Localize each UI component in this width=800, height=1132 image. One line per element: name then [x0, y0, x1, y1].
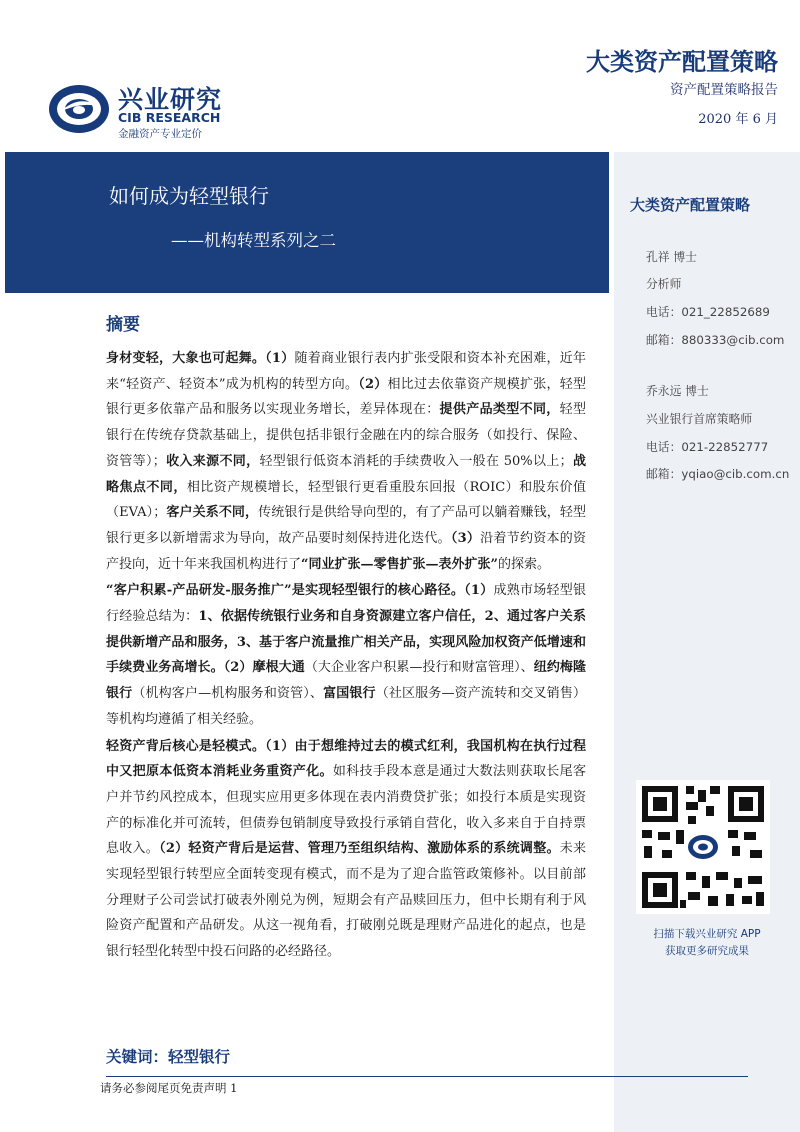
bold-run: 收入来源不同，	[165, 453, 260, 469]
bold-run: 轻资产背后核心是轻模式。（1）由于想维持过去的模式红利，我国机构在执行过程中又把原本低资本消耗业务重资产化。	[106, 738, 586, 780]
analyst2-email[interactable]: 邮箱：yqiao@cib.com.cn	[646, 467, 790, 481]
title-banner	[5, 152, 609, 293]
text-run: 相比资产规模增长，轻型银行更看重股东回报（ROIC）和股东价值（EVA）；	[106, 479, 586, 521]
abstract-paragraph-3	[106, 734, 586, 965]
cib-research-logo	[46, 76, 246, 146]
text-run: 如科技手段本意是通过大数法则获取长尾客户并节约风控成本，但现实应用更多体现在表内消费贷扩张；如投行本质是实现资产的标准化并可流转，但债券包销制度导致投行承销自营化，收入多来自于自持票息收入。	[106, 764, 586, 857]
bold-run: （2）	[358, 376, 388, 392]
analyst1-name: 孔祥 博士	[646, 250, 697, 264]
report-type: 资产配置策略报告	[670, 82, 778, 98]
logo-en: CIB RESEARCH	[118, 110, 221, 125]
text-run: 未来实现轻型银行转型应全面转变现有模式，而不是为了迎合监管政策修补。以目前部分理财子公司尝试打破表外刚兑为例，短期会有产品赎回压力，但中长期有利于风险资产配置和产品研发。从这一视角看，打破刚兑既是理财产品进化的起点，也是银行轻型化转型中投石问路的必经路径。	[106, 841, 586, 960]
bold-run: “同业扩张—零售扩张—表外扩张”	[301, 556, 498, 572]
text-run: 轻型银行低资本消耗的手续费收入一般在 50%以上；	[259, 453, 573, 469]
abstract-paragraph-2	[106, 578, 586, 732]
report-date: 2020 年 6 月	[698, 112, 778, 127]
bold-run: 战略焦点不同，	[106, 453, 586, 495]
analyst2-role: 兴业银行首席策略师	[646, 412, 753, 426]
bold-run: 身材变轻，大象也可起舞。	[106, 351, 266, 366]
analyst1-phone: 电话：021_22852689	[646, 305, 770, 319]
text-run: 随着商业银行表内扩张受限和资本补充困难，近年来“轻资产、轻资本”成为机构的转型方向。	[106, 351, 586, 392]
analyst2-phone: 电话：021-22852777	[646, 440, 769, 454]
abstract-body	[106, 346, 586, 966]
analyst1-email[interactable]: 邮箱：880333@cib.com	[646, 333, 785, 347]
sidebar-title: 大类资产配置策略	[630, 196, 751, 214]
bold-run: （1）	[265, 351, 295, 366]
bold-run: 1、依据传统银行业务和自身资源建立客户信任，2、通过客户关系提供新增产品和服务，3、基于客户流量推广相关产品，实现风险加权资产低增速和手续费业务高增长。（2）摩根大通	[106, 609, 586, 676]
text-run: （社区服务—资产流转和交叉销售）等机构均遵循了相关经验。	[106, 686, 586, 727]
abstract-paragraph-1	[106, 346, 586, 577]
report-category: 大类资产配置策略	[586, 47, 778, 76]
analyst1-role: 分析师	[646, 277, 682, 291]
logo-cn: 兴业研究	[118, 85, 223, 114]
text-run: （大企业客户积累—投行和财富管理）、	[304, 660, 534, 676]
text-run: 传统银行是供给导向型的，有了产品可以躺着赚钱，轻型银行更多以新增需求为导向，故产品要时刻保持进化迭代。	[106, 505, 586, 546]
cib-swirl-icon	[46, 76, 112, 142]
text-run: 的探索。	[497, 556, 550, 572]
report-title: 如何成为轻型银行	[109, 184, 269, 208]
qr-caption-2: 获取更多研究成果	[665, 945, 749, 957]
keywords: 关键词：轻型银行	[106, 1047, 231, 1066]
bold-run: 纽约梅隆银行	[106, 660, 586, 702]
report-subtitle: ——机构转型系列之二	[171, 231, 336, 250]
analyst2-name: 乔永远 博士	[646, 384, 709, 398]
bold-run: 提供产品类型不同，	[439, 402, 560, 418]
qr-code-icon	[636, 780, 770, 914]
text-run: 相比过去依靠资产规模扩张，轻型银行更多依靠产品和服务以实现业务增长，差异体现在：	[106, 376, 586, 418]
bold-run: “客户积累-产品研发-服务推广”是实现轻型银行的核心路径。（1）	[106, 583, 494, 599]
text-run: （机构客户—机构服务和资管）、	[132, 686, 324, 702]
bold-run: 富国银行	[323, 686, 376, 702]
sidebar	[614, 152, 800, 1132]
text-run: 轻型银行在传统存贷款基础上，提供包括非银行金融在内的综合服务（如投行、保险、资管等）；	[106, 402, 586, 469]
bold-run: （2）轻资产背后是运营、管理乃至组织结构、激励体系的系统调整。	[159, 841, 560, 857]
qr-caption-1: 扫描下载兴业研究 APP	[653, 928, 761, 940]
text-run: 沿着节约资本的资产投向，近十年来我国机构进行了	[106, 530, 586, 572]
bold-run: 客户关系不同，	[166, 505, 259, 521]
qr-code[interactable]	[636, 780, 770, 914]
footer-divider	[106, 1076, 748, 1077]
abstract-heading: 摘要	[106, 315, 140, 335]
text-run: 成熟市场轻型银行经验总结为：	[106, 583, 586, 625]
footer-disclaimer: 请务必参阅尾页免责声明 1	[100, 1081, 238, 1095]
bold-run: （3）	[450, 530, 481, 546]
logo-sub: 金融资产专业定价	[118, 128, 202, 140]
